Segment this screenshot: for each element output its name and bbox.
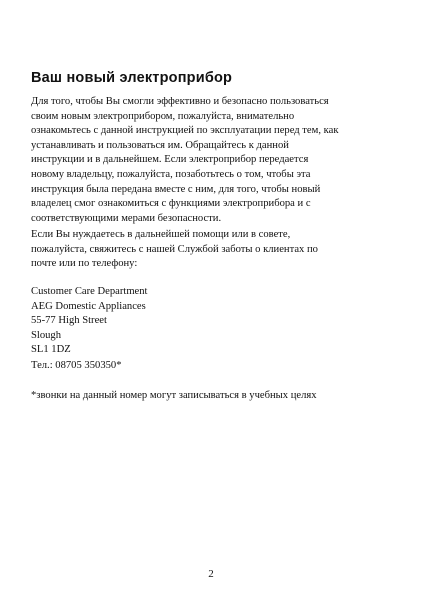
contact-line: Если Вы нуждаетесь в дальнейшей помощи или в совете,	[31, 229, 291, 240]
intro-line: соответствующими мерами безопасности.	[31, 212, 222, 224]
page-heading: Ваш новый электроприбор	[31, 70, 233, 86]
address-line: 55-77 High Street	[31, 315, 107, 327]
intro-line: ознакомьтесь с данной инструкцией по эксплуатации перед тем, как	[31, 125, 339, 137]
intro-line: Для того, чтобы Вы смогли эффективно и безопасно пользоваться	[31, 96, 329, 107]
intro-line: инструкция была передана вместе с ним, для того, чтобы новый	[31, 183, 321, 195]
intro-line: своим новым электроприбором, пожалуйста, внимательно	[31, 110, 295, 122]
contact-line: пожалуйста, свяжитесь с нашей Службой заботы о клиентах по	[31, 243, 318, 255]
address-line: AEG Domestic Appliances	[31, 300, 146, 312]
phone-line: Тел.: 08705 350350*	[31, 360, 122, 371]
phone-number	[31, 359, 122, 374]
intro-line: владелец смог ознакомиться с функциями электроприбора и с	[31, 198, 311, 210]
footnote	[31, 389, 317, 404]
page-number: 2	[208, 568, 214, 580]
address-line: Customer Care Department	[31, 286, 148, 297]
intro-line: инструкции и в дальнейшем. Если электроприбор передается	[31, 154, 309, 166]
intro-paragraph	[31, 95, 338, 226]
postal-address	[31, 285, 148, 358]
address-line: Slough	[31, 329, 62, 341]
contact-paragraph	[31, 228, 318, 272]
address-line: SL1 1DZ	[31, 344, 71, 356]
intro-line: новому владельцу, пожалуйста, позаботьтесь о том, чтобы эта	[31, 168, 311, 180]
contact-line: почте или по телефону:	[31, 258, 138, 270]
intro-line: устанавливать и пользоваться им. Обращайтесь к данной	[31, 139, 289, 151]
footnote-line: *звонки на данный номер могут записываться в учебных целях	[31, 390, 317, 401]
